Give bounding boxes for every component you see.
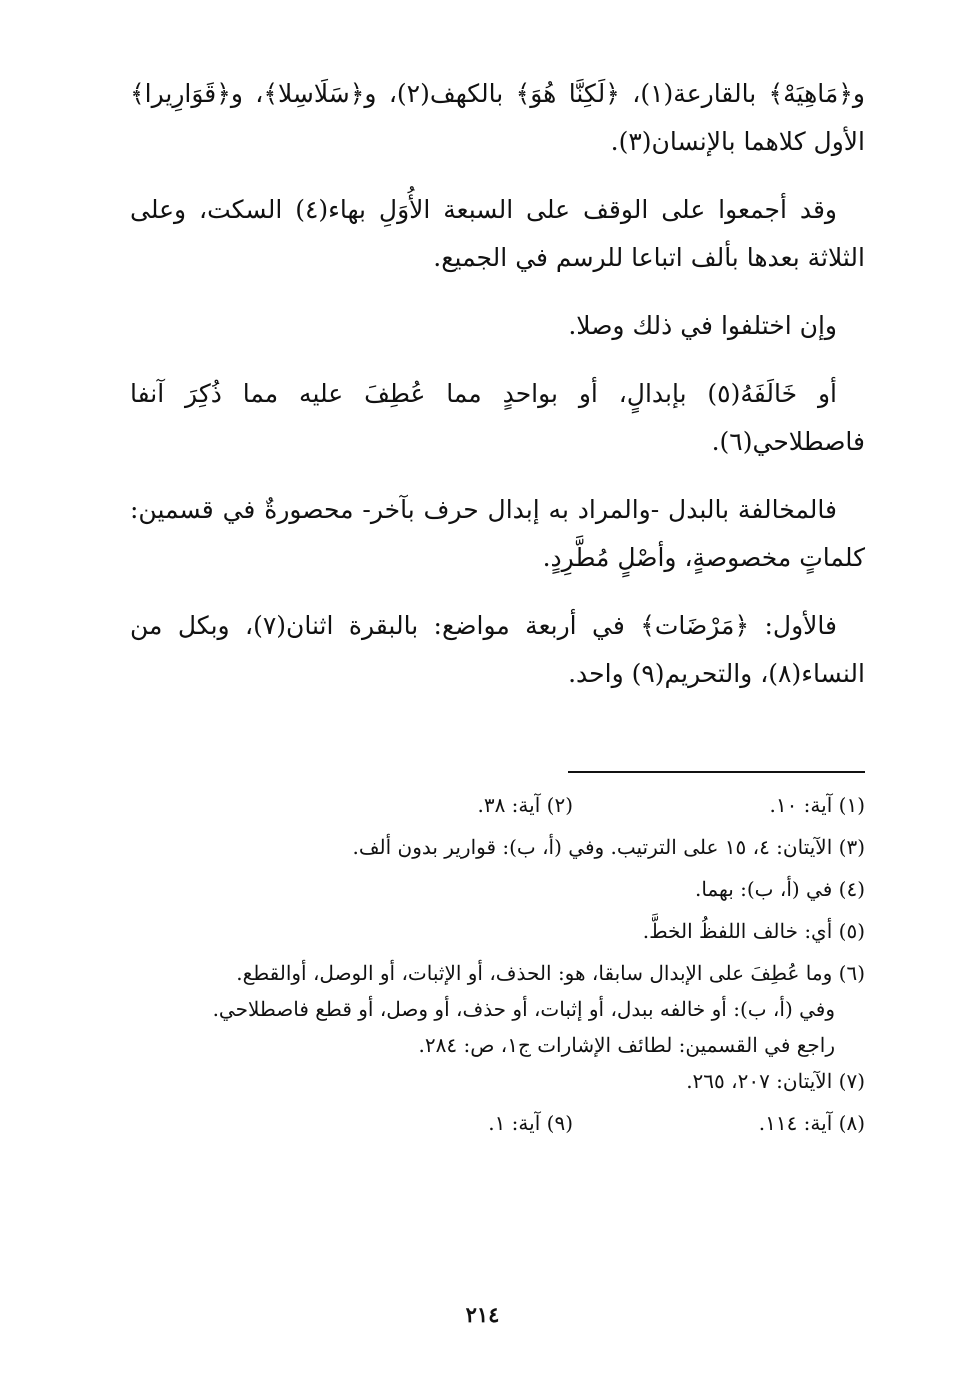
paragraph-5: فالمخالفة بالبدل -والمراد به إبدال حرف بآخر- محصورةٌ في قسمين: كلماتٍ مخصوصةٍ، وأصْلٍ مُطَّرِدٍ.	[130, 495, 865, 572]
paragraph-4: أو خَالَفَهُ(٥) بإبدالٍ، أو بواحدٍ مما عُطِفَ عليه مما ذُكِرَ آنفا فاصطلاحي(٦).	[130, 379, 865, 456]
paragraph-3: وإن اختلفوا في ذلك وصلا.	[568, 311, 837, 340]
footnote-row-1-2	[130, 790, 865, 820]
footnotes-block	[130, 790, 865, 1150]
footnote-8: (٨) آية: ١١٤.	[758, 1111, 865, 1135]
footnote-7: (٧) الآيتان: ٢٠٧، ٢٦٥.	[686, 1069, 865, 1093]
footnote-6-continuation: وفي (أ، ب): أو خالفه ببدل، أو إثبات، أو حذف، أو وصل، أو قطع فاصطلاحي.	[212, 997, 835, 1021]
footnote-9: (٩) آية: ١.	[488, 1111, 573, 1135]
footnote-row-8-9	[130, 1108, 865, 1138]
footnote-6: (٦) وما عُطِفَ على الإبدال سابقا، هو: الحذف، أو الإثبات، أو الوصل، أوالقطع.	[236, 961, 865, 985]
page-number: ٢١٤	[465, 1302, 500, 1327]
main-text-block	[130, 70, 865, 718]
footnote-3: (٣) الآيتان: ٤، ١٥ على الترتيب. وفي (أ، ب): قوارير بدون ألف.	[352, 835, 865, 859]
paragraph-2: وقد أجمعوا على الوقف على السبعة الأُوَلِ بهاء(٤) السكت، وعلى الثلاثة بعدها بألف اتباعا للرسم في الجميع.	[130, 195, 865, 272]
footnote-separator	[568, 771, 865, 773]
footnote-4: (٤) في (أ، ب): بهما.	[694, 877, 865, 901]
footnote-6-reference: راجع في القسمين: لطائف الإشارات ج١، ص: ٢٨٤.	[418, 1033, 835, 1057]
footnote-2: (٢) آية: ٣٨.	[477, 793, 573, 817]
footnote-1: (١) آية: ١٠.	[769, 793, 865, 817]
paragraph-1: و﴿مَاهِيَهْ﴾ بالقارعة(١)، ﴿لَكِنَّا هُوَ﴾ بالكهف(٢)، و﴿سَلَاسِلا﴾، و﴿قَوَارِيرا﴾ الأول كلاهما بالإنسان(٣).	[130, 79, 866, 156]
footnote-5: (٥) أي: خالف اللفظُ الخطَّ.	[642, 919, 865, 943]
paragraph-6: فالأول: ﴿مَرْضَات﴾ في أربعة مواضع: بالبقرة اثنان(٧)، وبكل من النساء(٨)، والتحريم(٩) واحد.	[130, 611, 865, 688]
